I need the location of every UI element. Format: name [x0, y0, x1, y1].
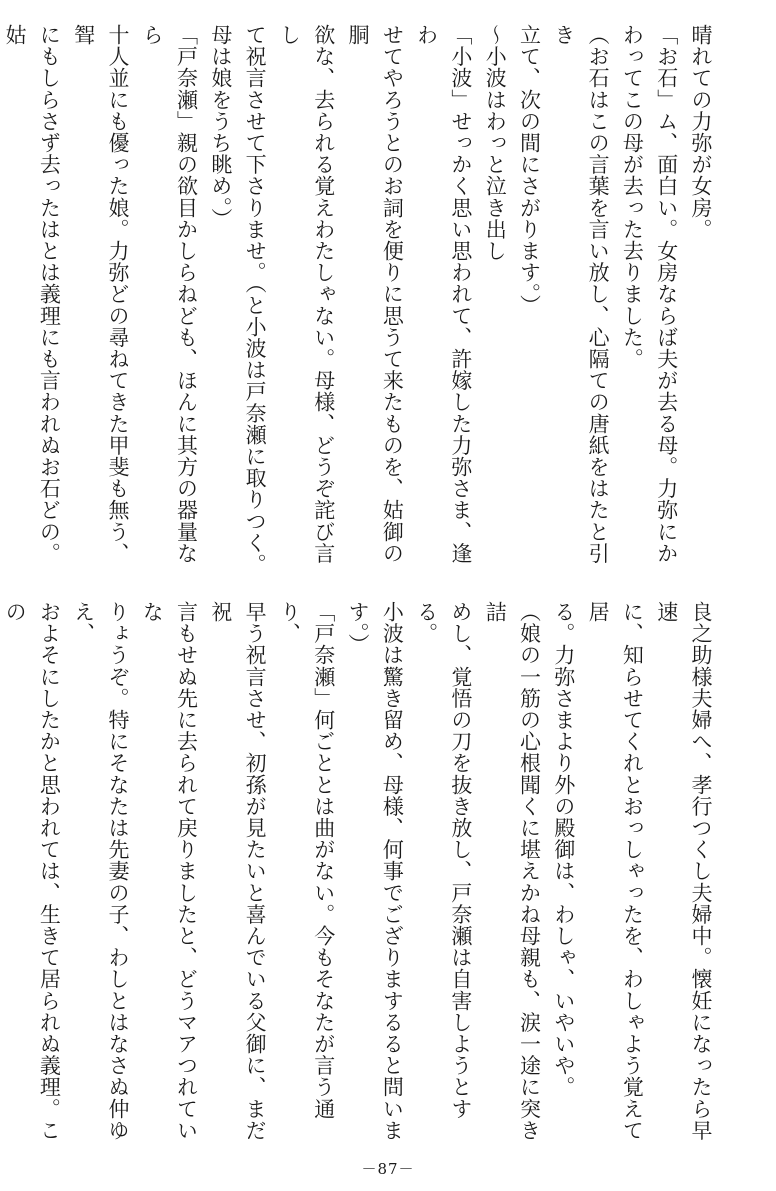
- text-line: （娘の一筋の心根聞くに堪えかね母親も、涙一途に突き詰: [483, 601, 542, 1141]
- text-line: ～小波はわっと泣き出し: [483, 24, 508, 262]
- vertical-text-block-lower: [3, 601, 718, 1153]
- text-line: て祝言させて下さりませ。（と小波は戸奈瀬に取りつく。: [243, 24, 268, 576]
- page-number: －87－: [361, 1160, 415, 1178]
- text-line: 晴れての力弥が女房。: [689, 24, 713, 240]
- text-line: 「戸奈瀬」何ごととは曲がない。今もそなたが言う通り、: [277, 601, 336, 1120]
- text-line: りょうぞ。特にそなたは先妻の子、わしとはなさぬ仲ゆえ、: [71, 601, 130, 1141]
- text-line: めし、覚悟の刀を抜き放し、戸奈瀬は自害しようとする。: [414, 601, 473, 1120]
- text-line: わってこの母が去った去りました。: [620, 24, 645, 370]
- text-line: 言もせぬ先に去られて戻りましたと、どうマアつれていな: [140, 601, 199, 1141]
- text-line: 小波は驚き留め、母様、何事でござりまするると問います。）: [346, 601, 405, 1141]
- text-line: にもしらさず去ったはとは義理にも言われぬお石どの。姑: [3, 24, 62, 564]
- text-line: 良之助様夫婦へ、孝行つくし夫婦中。懐妊になったら早速: [654, 601, 713, 1141]
- text-line: せてやろうとのお詞を便りに思うて来たものを、姑御の胴: [346, 24, 405, 564]
- vertical-text-block-upper: [3, 24, 718, 576]
- text-line: 早う祝言させ、初孫が見たいと喜んでいる父御に、まだ祝: [208, 601, 268, 1141]
- text-line: 欲な、去られる覚えわたしゃない。母様、どうぞ詫び言し: [277, 24, 336, 564]
- text-line: 「お石」ム、面白い。女房ならば夫が去る母。力弥にか: [654, 24, 679, 564]
- text-line: る。力弥さまより外の殿御は、わしゃ、いやいや。: [551, 601, 576, 1098]
- text-line: に、知らせてくれとおっしゃったを、わしゃよう覚えて居: [586, 601, 645, 1141]
- text-line: 十人並にも優った娘。力弥どの尋ねてきた甲斐も無う、聟: [71, 24, 130, 564]
- text-line: およそにしたかと思われては、生きて居られぬ義理。この: [3, 601, 62, 1141]
- text-line: 「戸奈瀬」親の欲目かしらねども、ほんに其方の器量なら: [140, 24, 199, 564]
- text-line: 「小波」せっかく思い思われて、許嫁した力弥さま、逢わ: [414, 24, 473, 564]
- text-line: 立て、次の間にさがります。）: [517, 24, 542, 316]
- text-line: 母は娘をうち眺め。）: [208, 24, 233, 230]
- text-line: （お石はこの言葉を言い放し、心隔ての唐紙をはたと引き: [551, 24, 611, 564]
